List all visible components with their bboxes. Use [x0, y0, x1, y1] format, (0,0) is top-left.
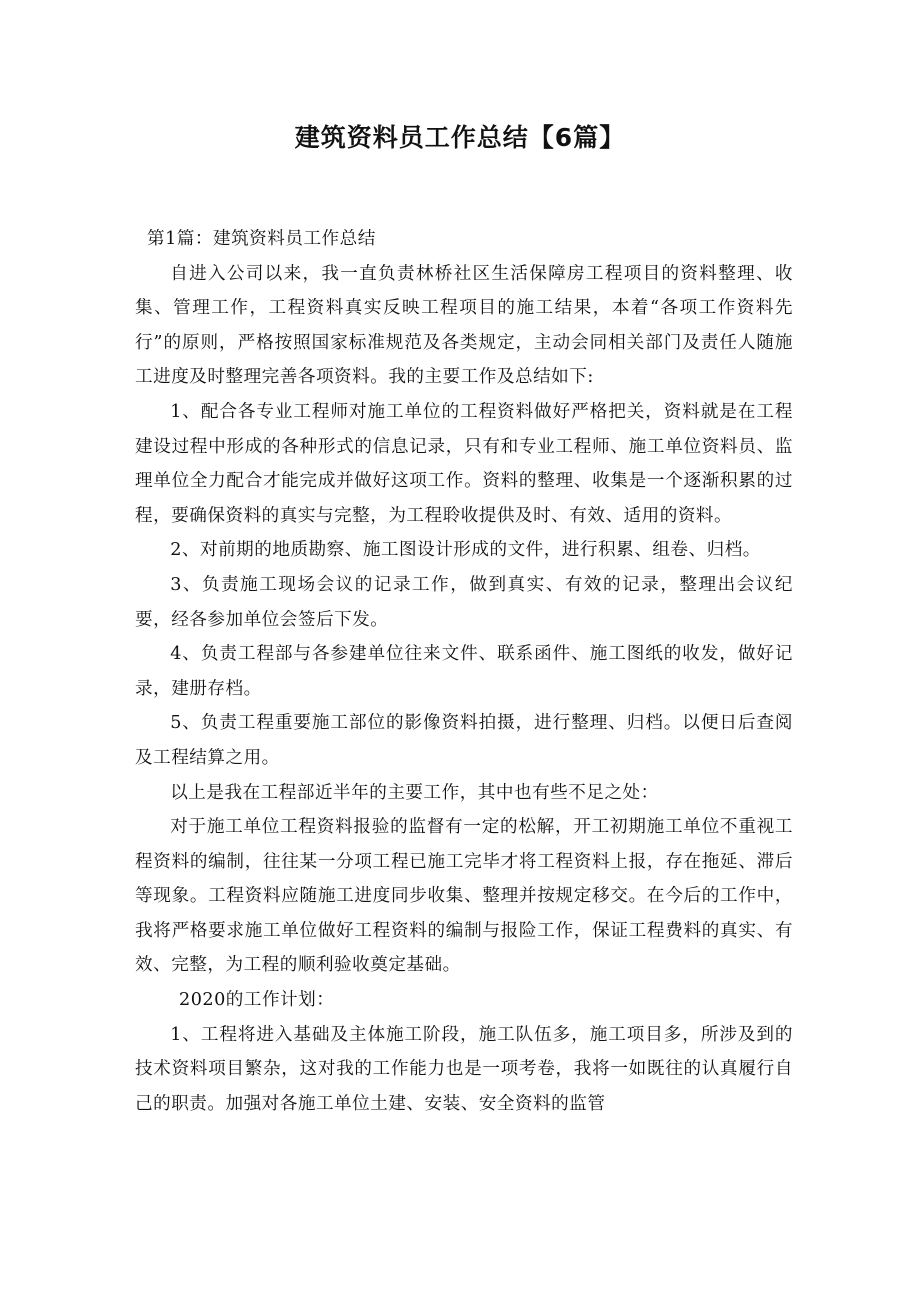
plan-item-1-paragraph: 1、工程将进入基础及主体施工阶段，施工队伍多，施工项目多，所涉及到的技术资料项目繁杂，这对我的工作能力也是一项考卷，我将一如既往的认真履行自己的职责。加强对各施工单位土建、安装、安全资料的监管: [135, 1024, 793, 1114]
work-item-2-paragraph: 2、对前期的地质勘察、施工图设计形成的文件，进行积累、组卷、归档。: [170, 540, 761, 561]
plan-heading: 2020的工作计划：: [179, 990, 335, 1011]
section-heading: 第1篇：建筑资料员工作总结: [147, 229, 376, 249]
work-item-5-paragraph: 5、负责工程重要施工部位的影像资料拍摄，进行整理、归档。以便日后查阅及工程结算之用。: [135, 713, 793, 768]
document-title: 建筑资料员工作总结【6篇】: [294, 123, 626, 152]
shortcomings-paragraph: 对于施工单位工程资料报验的监督有一定的松解，开工初期施工单位不重视工程资料的编制，往往某一分项工程已施工完毕才将工程资料上报，存在拖延、滞后等现象。工程资料应随施工进度同步收集、整理并按规定移交。在今后的工作中，我将严格要求施工单位做好工程资料的编制与报险工作，保证工程费料的真实、有效、完整，为工程的顺利验收奠定基础。: [135, 817, 793, 976]
document-body: [135, 222, 793, 1121]
work-item-1-paragraph: 1、配合各专业工程师对施工单位的工程资料做好严格把关，资料就是在工程建设过程中形成的各种形式的信息记录，只有和专业工程师、施工单位资料员、监理单位全力配合才能完成并做好这项工作。资料的整理、收集是一个逐渐积累的过程，要确保资料的真实与完整，为工程聆收提供及时、有效、适用的资料。: [135, 401, 793, 526]
shortcomings-intro-paragraph: 以上是我在工程部近半年的主要工作，其中也有些不足之处：: [170, 782, 659, 803]
intro-paragraph: 自进入公司以来，我一直负责林桥社区生活保障房工程项目的资料整理、收集、管理工作，工程资料真实反映工程项目的施工结果，本着“各项工作资料先行”的原则，严格按照国家标准规范及各类规定，主动会同相关部门及责任人随施工进度及时整理完善各项资料。我的主要工作及总结如下:: [135, 263, 793, 388]
work-item-4-paragraph: 4、负责工程部与各参建单位往来文件、联系函件、施工图纸的收发，做好记录，建册存档。: [135, 644, 793, 699]
work-item-3-paragraph: 3、负责施工现场会议的记录工作，做到真实、有效的记录，整理出会议纪要，经各参加单位会签后下发。: [135, 574, 793, 630]
